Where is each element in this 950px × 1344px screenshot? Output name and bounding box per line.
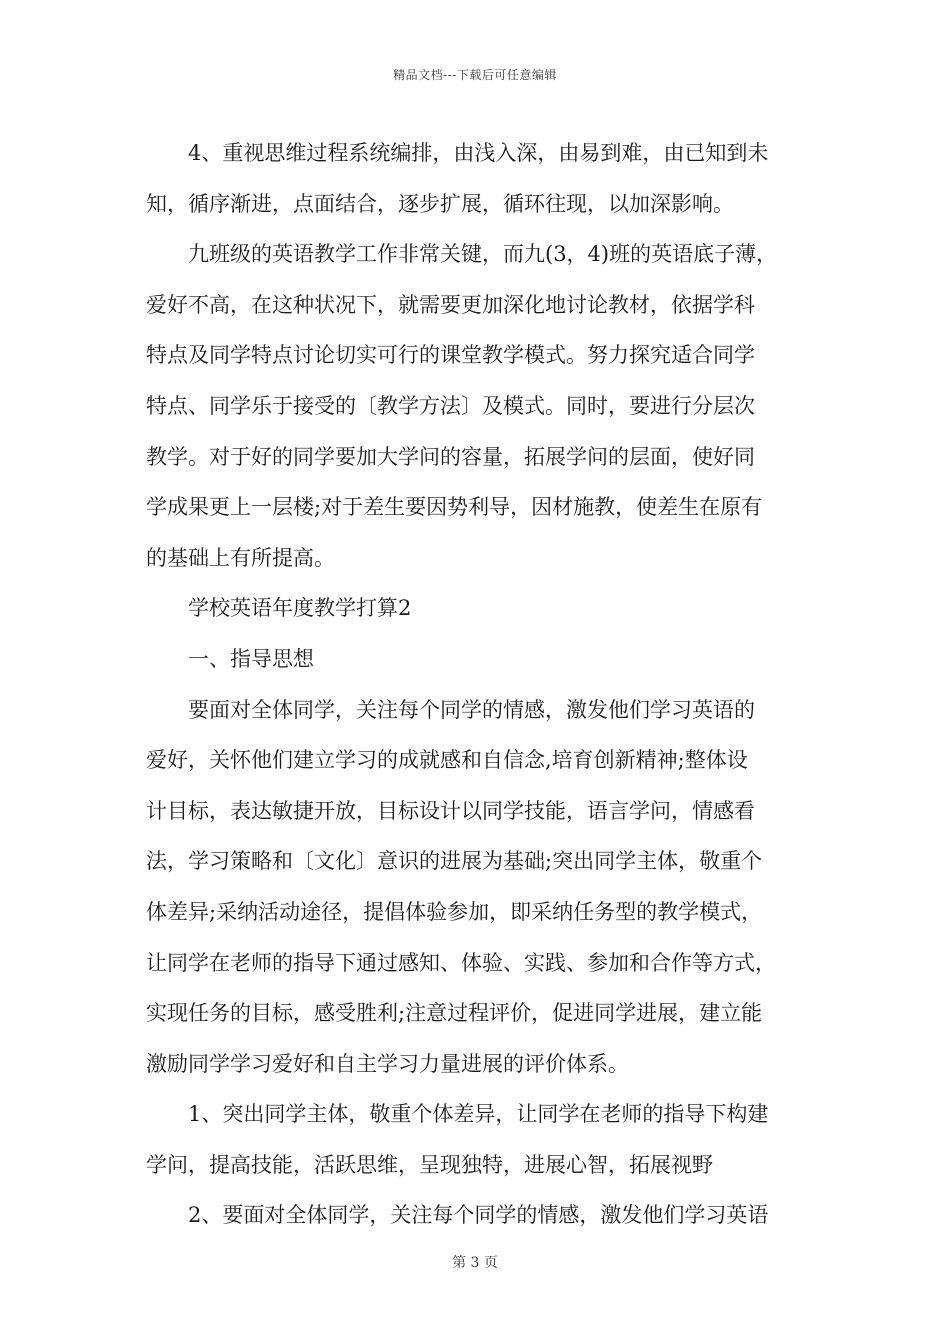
text-line: 要面对全体同学，关注每个同学的情感，激发他们学习英语的 — [188, 697, 755, 722]
text-line: 计目标，表达敏捷开放，目标设计以同学技能，语言学问，情感看 — [146, 798, 755, 823]
paragraph-grade-nine — [146, 229, 818, 583]
text-line: 爱好，关怀他们建立学习的成就感和自信念,培育创新精神;整体设 — [146, 748, 748, 773]
text-line: 4、重视思维过程系统编排，由浅入深，由易到难，由已知到未 — [188, 141, 769, 165]
paragraph-guiding-thought — [146, 685, 818, 1090]
paragraph-item-2 — [146, 1190, 818, 1241]
text-line: 九班级的英语教学工作非常关键，而九(3，4)班的英语底子薄， — [188, 242, 778, 267]
section-title — [146, 583, 818, 634]
section-heading — [146, 634, 818, 685]
page-number: 第 3 页 — [452, 1255, 498, 1271]
text-line: 特点及同学特点讨论切实可行的课堂教学模式。努力探究适合同学 — [146, 343, 755, 368]
text-line: 爱好不高，在这种状况下，就需要更加深化地讨论教材，依据学科 — [146, 292, 755, 317]
text-line: 一、指导思想 — [188, 646, 314, 671]
text-line: 1、突出同学主体，敬重个体差异，让同学在老师的指导下构建 — [188, 1102, 769, 1127]
text-line: 学问，提高技能，活跃思维，呈现独特，进展心智，拓展视野 — [146, 1152, 713, 1177]
text-line: 教学。对于好的同学要加大学问的容量，拓展学问的层面，使好同 — [146, 444, 755, 469]
text-line: 体差异;采纳活动途径，提倡体验参加，即采纳任务型的教学模式， — [146, 899, 763, 924]
text-line: 2、要面对全体同学，关注每个同学的情感，激发他们学习英语 — [188, 1203, 769, 1228]
text-line: 激励同学学习爱好和自主学习力量进展的评价体系。 — [146, 1051, 629, 1076]
text-line: 让同学在老师的指导下通过感知、体验、实践、参加和合作等方式， — [146, 950, 776, 975]
text-line: 学成果更上一层楼;对于差生要因势利导，因材施教，使差生在原有 — [146, 495, 763, 520]
text-line: 学校英语年度教学打算2 — [188, 596, 412, 621]
text-line: 实现任务的目标，感受胜利;注意过程评价，促进同学进展，建立能 — [146, 1001, 763, 1026]
text-line: 的基础上有所提高。 — [146, 545, 335, 570]
document-body — [146, 128, 818, 1241]
text-line: 特点、同学乐于接受的〔教学方法〕及模式。同时，要进行分层次 — [146, 393, 755, 418]
paragraph-item-1 — [146, 1089, 818, 1190]
text-line: 法，学习策略和〔文化〕意识的进展为基础;突出同学主体，敬重个 — [146, 849, 763, 874]
text-line: 知，循序渐进，点面结合，逐步扩展，循环往现，以加深影响。 — [146, 191, 734, 216]
paragraph-item-4 — [146, 128, 818, 229]
page-header: 精品文档---下载后可任意编辑 — [393, 68, 557, 82]
